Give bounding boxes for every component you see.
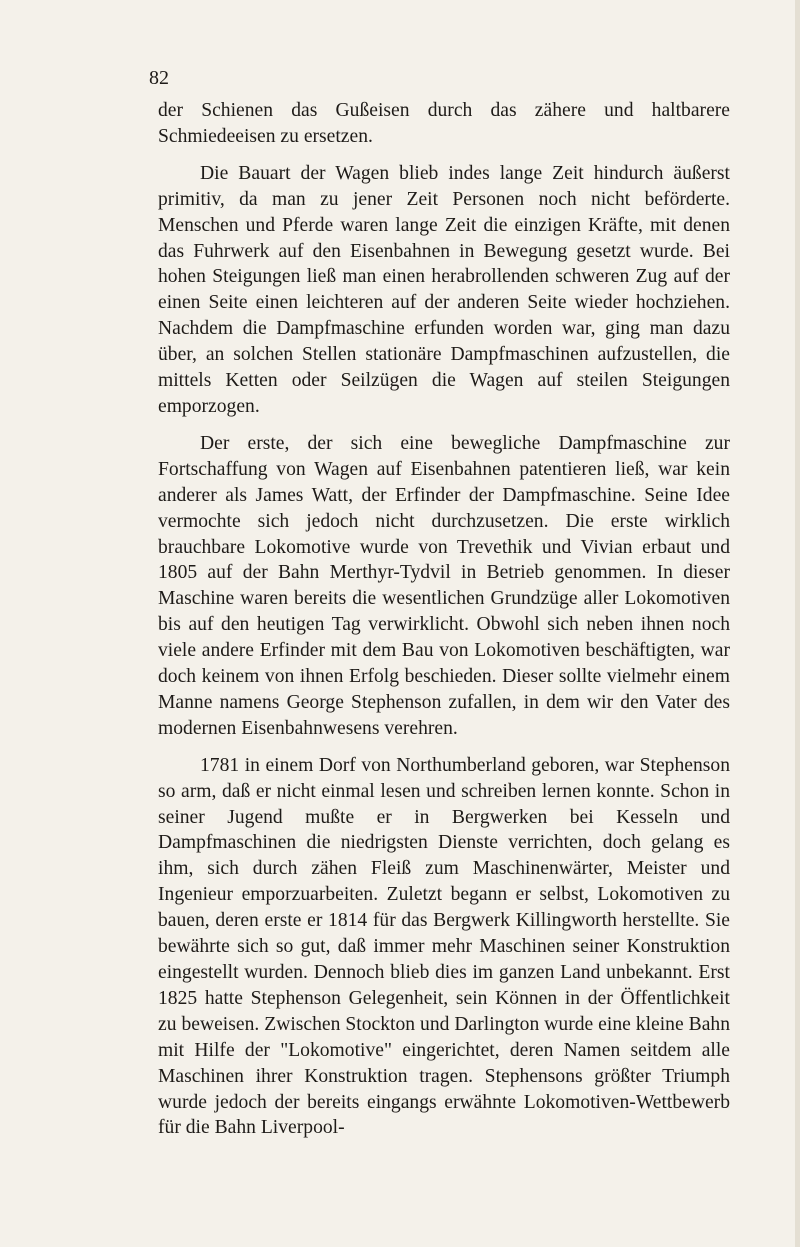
page-number: 82 (149, 67, 169, 89)
page-edge (795, 0, 800, 1247)
body-text (158, 98, 730, 1141)
paragraph-2: Die Bauart der Wagen blieb indes lange Zeit hindurch äußerst primitiv, da man zu jener Zeit Personen noch nicht beförderte. Menschen und Pferde waren lange Zeit die einzigen Kräfte, mit denen das Fuhrwerk auf den Eisenbahnen in Bewegung gesetzt wurde. Bei hohen Steigungen ließ man einen herabrollenden schweren Zug auf der einen Seite einen leichteren auf der anderen Seite wieder hochziehen. Nachdem die Dampfmaschine erfunden worden war, ging man dazu über, an solchen Stellen stationäre Dampfmaschinen aufzustellen, die mittels Ketten oder Seilzügen die Wagen auf steilen Steigungen emporzogen. (158, 162, 730, 417)
paragraph-4: 1781 in einem Dorf von Northumberland geboren, war Stephenson so arm, daß er nicht einmal lesen und schreiben lernen konnte. Schon in seiner Jugend mußte er in Bergwerken bei Kesseln und Dampfmaschinen die niedrigsten Dienste verrichten, doch gelang es ihm, sich durch zähen Fleiß zum Maschinenwärter, Meister und Ingenieur emporzuarbeiten. Zuletzt begann er selbst, Lokomotiven zu bauen, deren erste er 1814 für das Bergwerk Killingworth herstellte. Sie bewährte sich so gut, daß immer mehr Maschinen seiner Konstruktion eingestellt wurden. Dennoch blieb dies im ganzen Land unbekannt. Erst 1825 hatte Stephenson Gelegenheit, sein Können in der Öffentlichkeit zu beweisen. Zwischen Stockton und Darlington wurde eine kleine Bahn mit Hilfe der "Lokomotive" eingerichtet, deren Namen seitdem alle Maschinen ihrer Konstruktion tragen. Stephensons größter Triumph wurde jedoch der bereits eingangs erwähnte Lokomotiven-Wettbewerb für die Bahn Liverpool- (158, 754, 730, 1139)
paragraph-3: Der erste, der sich eine bewegliche Dampfmaschine zur Fortschaffung von Wagen auf Eisenbahnen patentieren ließ, war kein anderer als James Watt, der Erfinder der Dampfmaschine. Seine Idee vermochte sich jedoch nicht durchzusetzen. Die erste wirklich brauchbare Lokomotive wurde von Trevethik und Vivian erbaut und 1805 auf der Bahn Merthyr-Tydvil in Betrieb genommen. In dieser Maschine waren bereits die wesentlichen Grundzüge aller Lokomotiven bis auf den heutigen Tag verwirklicht. Obwohl sich neben ihnen noch viele andere Erfinder mit dem Bau von Lokomotiven beschäftigten, war doch keinem von ihnen Erfolg beschieden. Dieser sollte vielmehr einem Manne namens George Stephenson zufallen, in dem wir den Vater des modernen Eisenbahnwesens verehren. (158, 432, 730, 739)
paragraph-1: der Schienen das Gußeisen durch das zähere und haltbarere Schmiedeeisen zu ersetzen. (158, 100, 730, 147)
